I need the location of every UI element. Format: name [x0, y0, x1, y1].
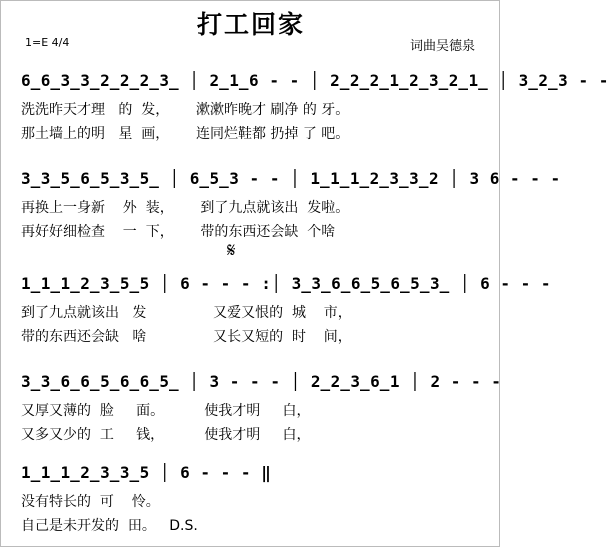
- segno-icon: 𝄋: [227, 238, 236, 262]
- notes-line: 6̲6̲3̲3̲2̲2̲2̲3̲ │ 2̲1̲6 - - │ 2̲2̲2̲1̲2̲3̲2̲1̲ │ 3̲2̲3 - -: [21, 71, 609, 90]
- lyric-verse-1: 洗洗昨天才理 的 发， 漱漱昨晚才 刷净 的 牙。: [21, 102, 350, 118]
- music-line-2: [1, 169, 561, 259]
- lyric-verse-1: 又厚又薄的 脸 面。 使我才明 白，: [21, 403, 311, 419]
- notes-line: 1̲1̲1̲2̲3̲5̲5 │ 6 - - - :│ 3̲3̲6̲6̲5̲6̲5̲3̲ │ 6 - - -: [21, 274, 552, 293]
- song-title: 打工回家: [196, 10, 305, 39]
- lyric-verse-2: 再好好细检查 一 下， 带的东西还会缺 个啥: [21, 224, 336, 240]
- key-signature: 1=E 4/4: [25, 36, 70, 49]
- credit: 词曲吴德泉: [409, 39, 475, 54]
- music-line-4: [1, 372, 501, 462]
- lyric-verse-2: 那土墙上的明 星 画， 连同烂鞋都 扔掉 了 吧。: [21, 126, 350, 142]
- notes-line: 3̲3̲5̲6̲5̲3̲5̲ │ 6̲5̲3 - - │ 1̲1̲1̲2̲3̲3̲2 │ 3 6 - - -: [21, 169, 561, 188]
- music-line-1: [1, 71, 609, 161]
- notes-line: 3̲3̲6̲6̲5̲6̲6̲5̲ │ 3 - - - │ 2̲2̲3̲6̲1 │ 2 - - -: [21, 372, 502, 391]
- lyric-verse-2: 又多又少的 工 钱， 使我才明 白，: [21, 427, 311, 443]
- notes-line: 1̲1̲1̲2̲3̲3̲5 │ 6 - - - ‖: [21, 463, 272, 482]
- music-line-5: [1, 463, 501, 553]
- music-line-3: [1, 274, 552, 364]
- lyric-verse-2: 带的东西还会缺 啥 又长又短的 时 间，: [21, 329, 352, 345]
- lyric-verse-1: 到了九点就该出 发 又爱又恨的 城 市，: [21, 305, 352, 321]
- lyric-verse-1: 再换上一身新 外 装， 到了九点就该出 发啦。: [21, 200, 350, 216]
- lyric-verse-1: 没有特长的 可 怜。: [21, 494, 160, 510]
- lyric-verse-2: 自己是未开发的 田。 D.S.: [21, 518, 198, 534]
